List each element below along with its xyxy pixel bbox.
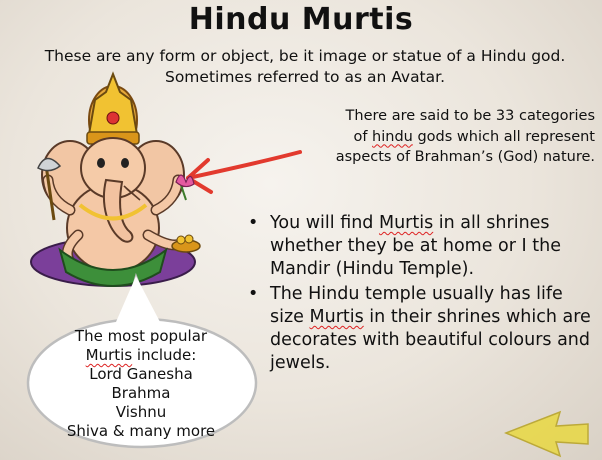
bubble-line-4: Brahma (111, 384, 171, 402)
bullet-text: in all shrines whether they be at home or I the Mandir (Hindu Temple). (270, 213, 561, 279)
subtitle-line-2: Sometimes referred to as an Avatar. (164, 68, 446, 86)
subtitle-line-1: These are any form or object, be it image or statue of a Hindu god. (44, 47, 566, 65)
bullet-text: The Hindu temple usually has life size (270, 284, 563, 327)
bullet-item-1 (244, 212, 594, 281)
bullet-item-2 (244, 283, 594, 375)
bullet-list (244, 212, 594, 377)
categories-text: gods which all represent (412, 128, 595, 145)
bullet-misspelled-word: Murtis (309, 307, 364, 327)
bullet-misspelled-word: Murtis (378, 213, 434, 233)
bubble-line-3: Lord Ganesha (89, 365, 193, 383)
bubble-line-2 (56, 346, 226, 365)
bubble-line-5: Vishnu (115, 403, 167, 421)
ganesha-illustration (31, 74, 200, 286)
next-arrow-icon[interactable] (506, 412, 588, 456)
slide-title: Hindu Murtis (188, 2, 414, 37)
bubble-line-1: The most popular (74, 327, 208, 345)
categories-text: of (353, 128, 373, 145)
bubble-text-fragment: include: (132, 346, 197, 364)
categories-misspelled-word: hindu (372, 128, 413, 145)
bullet-text: in their shrines which are decorates with beautiful colours and jewels. (270, 307, 591, 373)
categories-line-3: aspects of Brahman’s (God) nature. (335, 149, 595, 165)
categories-line-1: There are said to be 33 categories (345, 108, 595, 124)
bubble-line-6: Shiva & many more (66, 422, 216, 440)
bubble-misspelled-word: Murtis (85, 346, 133, 364)
bubble-text (56, 327, 226, 441)
pointer-arrow (188, 152, 300, 192)
bullet-text: You will find (270, 213, 379, 233)
